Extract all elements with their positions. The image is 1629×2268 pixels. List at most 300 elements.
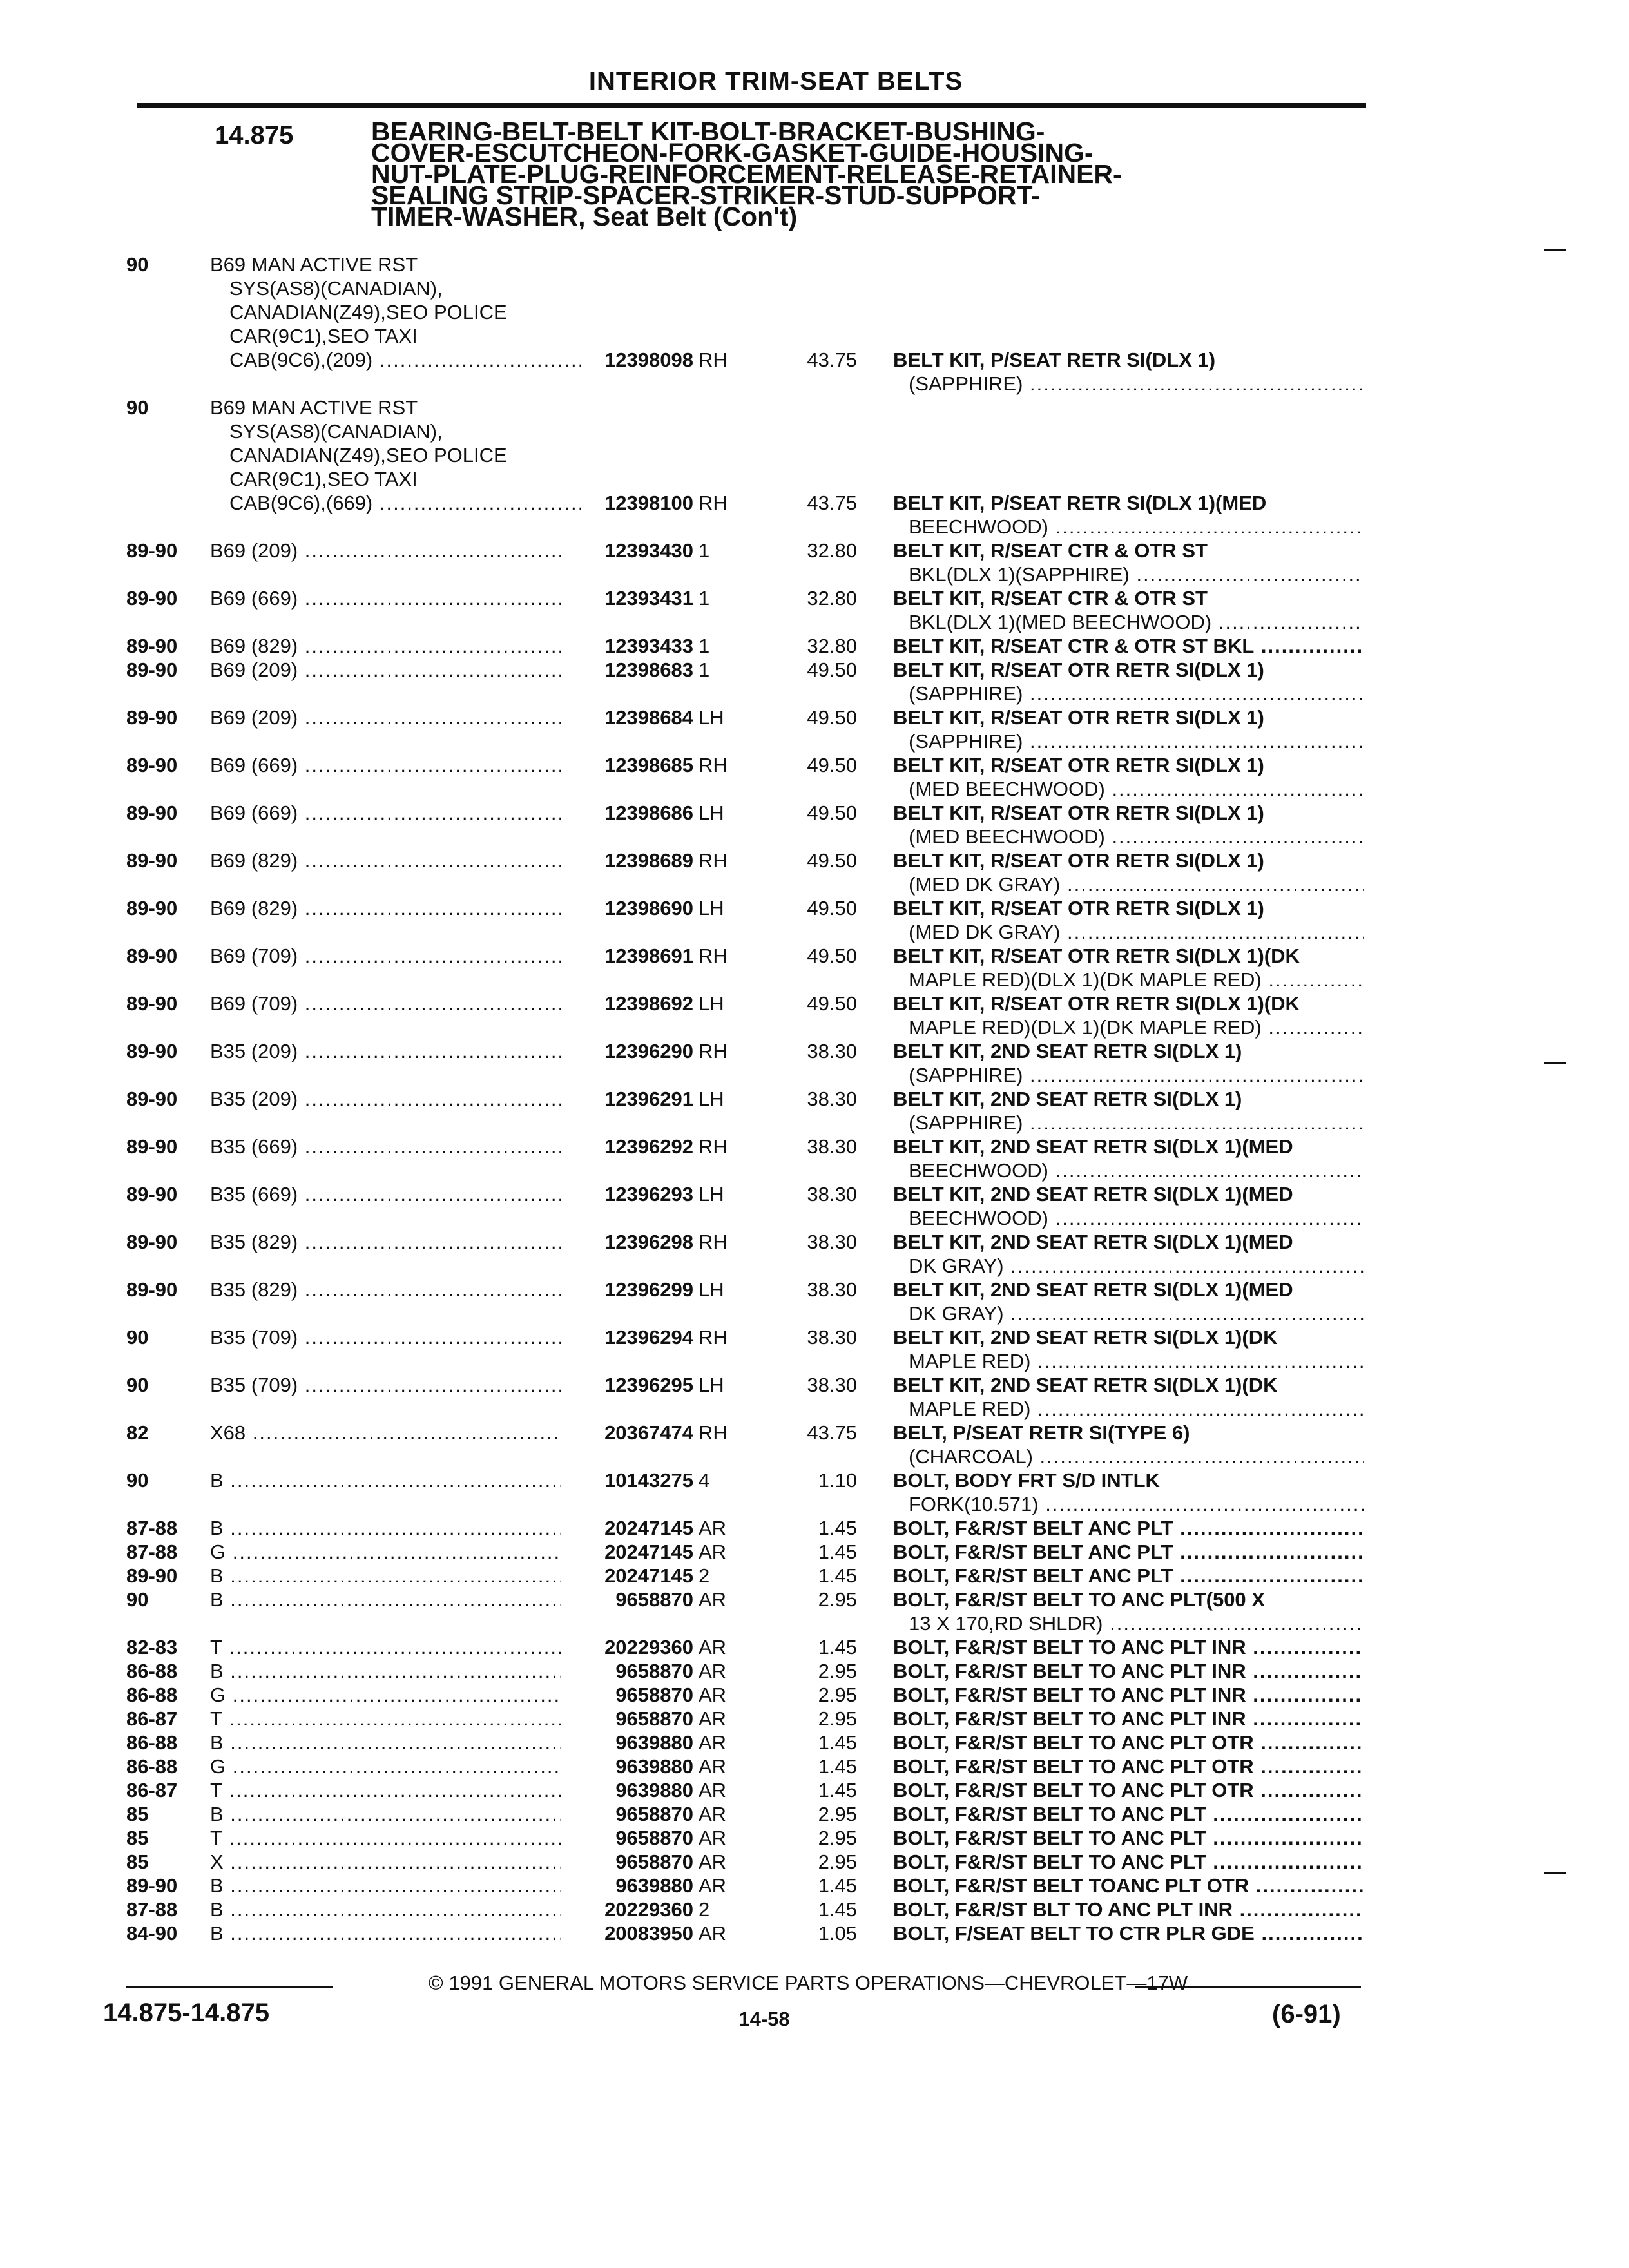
- model-code: [210, 1564, 561, 1588]
- description-text: BOLT, F&R/ST BELT TO ANC PLT .....: [893, 1803, 1364, 1825]
- model-code-text: B .....: [210, 1874, 561, 1897]
- model-year: [126, 1373, 148, 1397]
- model-code-text: B .....: [210, 1731, 561, 1754]
- price-text: 38.30: [807, 1326, 857, 1349]
- footer-rule-right: [1135, 1986, 1361, 1988]
- model-year-text: 89-90: [126, 1564, 178, 1587]
- price-text: 43.75: [807, 349, 857, 371]
- description-text: BOLT, F&R/ST BELT TO ANC PLT INR .....: [893, 1707, 1364, 1730]
- price: [773, 1754, 857, 1778]
- model-year-text: 86-88: [126, 1731, 178, 1754]
- part-row: [0, 1516, 1629, 1540]
- part-row: [0, 1039, 1629, 1063]
- model-code-text: T .....: [210, 1827, 561, 1849]
- model-code-text: B35 (669) .....: [210, 1135, 561, 1158]
- description: [893, 1540, 1364, 1564]
- model-code-text: X68 .....: [210, 1421, 561, 1444]
- description: [893, 1707, 1364, 1731]
- price: [773, 1921, 857, 1945]
- part-number-text: 10143275: [604, 1469, 693, 1492]
- price-text: 49.50: [807, 897, 857, 919]
- price: [773, 586, 857, 610]
- price-text: 32.80: [807, 635, 857, 657]
- model-year-text: 84-90: [126, 1922, 178, 1945]
- model-code: [210, 539, 561, 562]
- model-year-text: 90: [126, 253, 149, 276]
- part-row: [0, 1278, 1629, 1302]
- model-code-text: CANADIAN(Z49),SEO POLICE: [229, 444, 507, 466]
- model-code-text: B35 (829) .....: [210, 1278, 561, 1301]
- part-number: [558, 1778, 693, 1802]
- model-year-text: 89-90: [126, 897, 178, 919]
- model-year-text: 89-90: [126, 849, 178, 872]
- description-text: BELT KIT, R/SEAT OTR RETR SI(DLX 1): [893, 897, 1264, 919]
- price: [773, 1850, 857, 1874]
- quantity: [699, 1421, 737, 1445]
- description-continued-text: (SAPPHIRE) .....: [909, 1111, 1364, 1134]
- model-code-text: B69 MAN ACTIVE RST: [210, 396, 418, 419]
- price-text: 2.95: [818, 1684, 857, 1706]
- model-year-text: 86-88: [126, 1755, 178, 1778]
- description: [893, 1778, 1364, 1802]
- model-code: [229, 300, 581, 324]
- model-year-text: 89-90: [126, 1278, 178, 1301]
- model-code: [210, 1850, 561, 1874]
- description: [893, 1802, 1364, 1826]
- price: [773, 1135, 857, 1158]
- part-number-text: 12398692: [604, 992, 693, 1015]
- model-year: [126, 896, 177, 920]
- price-text: 1.45: [818, 1541, 857, 1563]
- price: [773, 753, 857, 777]
- model-year: [126, 1468, 148, 1492]
- quantity-text: AR: [699, 1827, 727, 1849]
- model-code-text: B69 (209) .....: [210, 539, 561, 562]
- model-code-text: SYS(AS8)(CANADIAN),: [229, 277, 443, 300]
- part-row: [0, 801, 1629, 825]
- description: [893, 1754, 1364, 1778]
- price: [773, 1325, 857, 1349]
- model-code-text: B69 (709) .....: [210, 945, 561, 967]
- model-code-text: T .....: [210, 1636, 561, 1658]
- description: [893, 1921, 1364, 1945]
- model-code: [210, 1421, 561, 1445]
- part-number-text: 9658870: [615, 1588, 693, 1611]
- description-text: BOLT, F&R/ST BLT TO ANC PLT INR .....: [893, 1898, 1364, 1921]
- model-year-text: 89-90: [126, 945, 178, 967]
- price: [773, 539, 857, 562]
- model-year-text: 82: [126, 1421, 149, 1444]
- price: [773, 849, 857, 872]
- part-number-text: 12398100: [604, 492, 693, 514]
- model-code: [210, 1325, 561, 1349]
- model-year: [126, 1850, 148, 1874]
- description-continued: [909, 1397, 1364, 1421]
- description: [893, 706, 1364, 729]
- part-number: [558, 1039, 693, 1063]
- model-code-text: B .....: [210, 1922, 561, 1945]
- model-code: [210, 1802, 561, 1826]
- model-code-text: B .....: [210, 1660, 561, 1682]
- model-year: [126, 658, 177, 682]
- description: [893, 1564, 1364, 1588]
- quantity-text: AR: [699, 1874, 727, 1897]
- part-number: [558, 634, 693, 658]
- description-text: BOLT, F&R/ST BELT TO ANC PLT(500 X: [893, 1588, 1265, 1611]
- quantity: [699, 1707, 737, 1731]
- model-code: [210, 1230, 561, 1254]
- part-number-text: 12396290: [604, 1040, 693, 1062]
- price-text: 2.95: [818, 1707, 857, 1730]
- model-code: [210, 849, 561, 872]
- price-text: 32.80: [807, 587, 857, 610]
- description-continued-text: BKL(DLX 1)(MED BEECHWOOD) .....: [909, 611, 1364, 633]
- model-code: [210, 1540, 561, 1564]
- quantity: [699, 348, 737, 372]
- description: [893, 586, 1364, 610]
- price-text: 1.45: [818, 1874, 857, 1897]
- price-text: 38.30: [807, 1374, 857, 1396]
- model-year: [126, 1683, 177, 1707]
- price: [773, 1659, 857, 1683]
- model-year: [126, 1182, 177, 1206]
- model-year-text: 86-88: [126, 1660, 178, 1682]
- description-continued-text: DK GRAY) .....: [909, 1302, 1364, 1325]
- model-code: [210, 396, 561, 419]
- quantity: [699, 539, 737, 562]
- model-code: [210, 706, 561, 729]
- quantity-text: LH: [699, 1183, 724, 1206]
- model-code-text: CAB(9C6),(209) .....: [229, 349, 581, 371]
- model-year-text: 90: [126, 1374, 149, 1396]
- part-number: [558, 896, 693, 920]
- description: [893, 539, 1364, 562]
- quantity-text: RH: [699, 349, 728, 371]
- model-year: [126, 634, 177, 658]
- top-rule: [137, 103, 1366, 108]
- quantity: [699, 896, 737, 920]
- quantity: [699, 1325, 737, 1349]
- quantity-text: AR: [699, 1850, 727, 1873]
- description-continued: [909, 562, 1364, 586]
- part-row: [0, 1135, 1629, 1158]
- quantity-text: AR: [699, 1660, 727, 1682]
- part-number-text: 12396292: [604, 1135, 693, 1158]
- part-number: [558, 1325, 693, 1349]
- quantity: [699, 1850, 737, 1874]
- group-range: 14.875-14.875: [103, 1999, 270, 2027]
- description-continued-text: BKL(DLX 1)(SAPPHIRE) .....: [909, 563, 1364, 586]
- price: [773, 1898, 857, 1921]
- quantity-text: AR: [699, 1541, 727, 1563]
- part-row: [0, 1659, 1629, 1683]
- price-text: 49.50: [807, 658, 857, 681]
- part-number: [558, 1850, 693, 1874]
- description: [893, 944, 1364, 968]
- model-year: [126, 253, 148, 276]
- price-text: 32.80: [807, 539, 857, 562]
- quantity: [699, 1588, 737, 1611]
- part-number-text: 12398689: [604, 849, 693, 872]
- model-year-text: 89-90: [126, 587, 178, 610]
- part-number: [558, 1373, 693, 1397]
- model-code-text: B35 (709) .....: [210, 1326, 561, 1349]
- model-year-text: 89-90: [126, 754, 178, 776]
- price: [773, 1230, 857, 1254]
- price-text: 1.45: [818, 1731, 857, 1754]
- model-code-text: B69 (829) .....: [210, 897, 561, 919]
- part-number: [558, 992, 693, 1015]
- quantity-text: AR: [699, 1731, 727, 1754]
- model-code-text: B35 (209) .....: [210, 1040, 561, 1062]
- model-year-text: 89-90: [126, 802, 178, 824]
- description-text: BOLT, F&R/ST BELT TO ANC PLT INR .....: [893, 1636, 1364, 1658]
- description: [893, 1731, 1364, 1754]
- model-code: [210, 634, 561, 658]
- description-continued-text: MAPLE RED) .....: [909, 1398, 1364, 1420]
- part-number-text: 20229360: [604, 1898, 693, 1921]
- part-number-text: 12398691: [604, 945, 693, 967]
- description-text: BOLT, F&R/ST BELT ANC PLT .....: [893, 1564, 1364, 1587]
- description-continued: [909, 515, 1364, 539]
- description: [893, 1230, 1364, 1254]
- description-continued: [909, 825, 1364, 849]
- description-continued: [909, 968, 1364, 992]
- quantity-text: AR: [699, 1803, 727, 1825]
- part-row: [0, 1802, 1629, 1826]
- description: [893, 849, 1364, 872]
- description: [893, 1874, 1364, 1898]
- model-code-text: T .....: [210, 1707, 561, 1730]
- part-number: [558, 1135, 693, 1158]
- part-number: [558, 1087, 693, 1111]
- quantity-text: RH: [699, 1135, 728, 1158]
- part-number: [558, 1874, 693, 1898]
- quantity-text: AR: [699, 1755, 727, 1778]
- model-year-text: 82-83: [126, 1636, 178, 1658]
- model-code-text: B69 (829) .....: [210, 849, 561, 872]
- description: [893, 1516, 1364, 1540]
- model-code-text: B35 (669) .....: [210, 1183, 561, 1206]
- price-text: 1.45: [818, 1517, 857, 1539]
- model-code: [210, 1707, 561, 1731]
- part-number-text: 12393433: [604, 635, 693, 657]
- part-row: [0, 1182, 1629, 1206]
- description-continued-text: DK GRAY) .....: [909, 1254, 1364, 1277]
- quantity-text: AR: [699, 1684, 727, 1706]
- model-code-text: B .....: [210, 1517, 561, 1539]
- price: [773, 1421, 857, 1445]
- model-code-text: B .....: [210, 1898, 561, 1921]
- model-code: [229, 491, 581, 515]
- part-number-text: 20367474: [604, 1421, 693, 1444]
- model-code: [210, 1898, 561, 1921]
- description: [893, 1039, 1364, 1063]
- part-row: [0, 1373, 1629, 1397]
- description: [893, 1135, 1364, 1158]
- part-row: [0, 1349, 1629, 1373]
- quantity-text: 1: [699, 658, 710, 681]
- part-number: [558, 1659, 693, 1683]
- price: [773, 1468, 857, 1492]
- model-year: [126, 706, 177, 729]
- model-code: [210, 1468, 561, 1492]
- description-continued: [909, 1302, 1364, 1325]
- model-code-text: B69 (829) .....: [210, 635, 561, 657]
- model-code-text: CANADIAN(Z49),SEO POLICE: [229, 301, 507, 323]
- model-year-text: 89-90: [126, 1088, 178, 1110]
- part-number: [558, 1564, 693, 1588]
- part-row: [0, 1087, 1629, 1111]
- model-year-text: 89-90: [126, 1135, 178, 1158]
- quantity-text: 2: [699, 1898, 710, 1921]
- description-text: BOLT, F&R/ST BELT TO ANC PLT .....: [893, 1827, 1364, 1849]
- model-code: [229, 419, 581, 443]
- model-year: [126, 1278, 177, 1302]
- quantity: [699, 1898, 737, 1921]
- price-text: 38.30: [807, 1040, 857, 1062]
- description: [893, 753, 1364, 777]
- quantity-text: AR: [699, 1636, 727, 1658]
- model-year: [126, 1921, 177, 1945]
- quantity-text: AR: [699, 1922, 727, 1945]
- quantity-text: 1: [699, 587, 710, 610]
- price-text: 1.45: [818, 1636, 857, 1658]
- price-text: 49.50: [807, 849, 857, 872]
- quantity: [699, 706, 737, 729]
- part-number: [558, 586, 693, 610]
- part-row: [0, 300, 1629, 324]
- quantity: [699, 586, 737, 610]
- model-code: [210, 1826, 561, 1850]
- description-text: BOLT, F&R/ST BELT TO ANC PLT OTR .....: [893, 1755, 1364, 1778]
- description-text: BELT KIT, R/SEAT CTR & OTR ST BKL .....: [893, 635, 1364, 657]
- part-row: [0, 610, 1629, 634]
- price: [773, 1802, 857, 1826]
- model-year: [126, 396, 148, 419]
- model-year: [126, 586, 177, 610]
- model-year: [126, 944, 177, 968]
- part-number: [558, 1468, 693, 1492]
- part-row: [0, 1445, 1629, 1468]
- description-text: BOLT, F&R/ST BELT TO ANC PLT INR .....: [893, 1684, 1364, 1706]
- model-code-text: CAB(9C6),(669) .....: [229, 492, 581, 514]
- group-heading-line: BEARING-BELT-BELT KIT-BOLT-BRACKET-BUSHING-: [371, 117, 1045, 146]
- part-number-text: 9639880: [615, 1755, 693, 1778]
- part-row: [0, 1707, 1629, 1731]
- model-year-text: 86-87: [126, 1707, 178, 1730]
- description: [893, 801, 1364, 825]
- part-row: [0, 729, 1629, 753]
- quantity-text: RH: [699, 1326, 728, 1349]
- quantity-text: AR: [699, 1517, 727, 1539]
- part-row: [0, 634, 1629, 658]
- description: [893, 1898, 1364, 1921]
- description-continued: [909, 1492, 1364, 1516]
- description-text: BOLT, F&R/ST BELT TO ANC PLT OTR .....: [893, 1731, 1364, 1754]
- price-text: 49.50: [807, 706, 857, 729]
- part-row: [0, 1468, 1629, 1492]
- model-code: [210, 1754, 561, 1778]
- model-code: [210, 1039, 561, 1063]
- part-number: [558, 1182, 693, 1206]
- part-row: [0, 1826, 1629, 1850]
- quantity: [699, 1659, 737, 1683]
- part-row: [0, 1015, 1629, 1039]
- part-number: [558, 1921, 693, 1945]
- group-heading-line: NUT-PLATE-PLUG-REINFORCEMENT-RELEASE-RETAINER-: [371, 159, 1122, 189]
- description: [893, 491, 1364, 515]
- part-row: [0, 1731, 1629, 1754]
- model-code: [210, 801, 561, 825]
- price-text: 43.75: [807, 492, 857, 514]
- description-continued-text: (SAPPHIRE) .....: [909, 730, 1364, 753]
- part-row: [0, 491, 1629, 515]
- part-number-text: 9658870: [615, 1707, 693, 1730]
- part-number-text: 12396293: [604, 1183, 693, 1206]
- part-number: [558, 1421, 693, 1445]
- model-code: [210, 1135, 561, 1158]
- description-text: BELT KIT, 2ND SEAT RETR SI(DLX 1)(MED: [893, 1278, 1293, 1301]
- description: [893, 1683, 1364, 1707]
- part-row: [0, 276, 1629, 300]
- quantity-text: LH: [699, 1278, 724, 1301]
- price: [773, 1516, 857, 1540]
- model-year: [126, 1039, 177, 1063]
- part-number-text: 12396291: [604, 1088, 693, 1110]
- part-number-text: 20247145: [604, 1564, 693, 1587]
- part-number: [558, 348, 693, 372]
- description-continued: [909, 1158, 1364, 1182]
- part-row: [0, 467, 1629, 491]
- part-number-text: 20229360: [604, 1636, 693, 1658]
- quantity: [699, 658, 737, 682]
- description: [893, 1588, 1364, 1611]
- description-continued: [909, 872, 1364, 896]
- part-number-text: 12396299: [604, 1278, 693, 1301]
- quantity: [699, 1230, 737, 1254]
- part-number: [558, 491, 693, 515]
- quantity: [699, 634, 737, 658]
- part-number: [558, 1540, 693, 1564]
- part-number-text: 12398683: [604, 658, 693, 681]
- quantity: [699, 1802, 737, 1826]
- part-number-text: 9658870: [615, 1803, 693, 1825]
- price: [773, 1564, 857, 1588]
- quantity: [699, 1564, 737, 1588]
- quantity: [699, 1087, 737, 1111]
- model-year: [126, 1898, 177, 1921]
- part-number: [558, 539, 693, 562]
- price: [773, 1087, 857, 1111]
- quantity: [699, 1373, 737, 1397]
- part-row: [0, 968, 1629, 992]
- part-number: [558, 753, 693, 777]
- quantity-text: AR: [699, 1588, 727, 1611]
- model-code-text: SYS(AS8)(CANADIAN),: [229, 420, 443, 443]
- model-year: [126, 1659, 177, 1683]
- quantity-text: 4: [699, 1469, 710, 1492]
- model-year-text: 89-90: [126, 635, 178, 657]
- description-continued: [909, 1063, 1364, 1087]
- model-year-text: 86-88: [126, 1684, 178, 1706]
- description-text: BELT KIT, R/SEAT OTR RETR SI(DLX 1): [893, 754, 1264, 776]
- description-continued-text: MAPLE RED)(DLX 1)(DK MAPLE RED) .....: [909, 1016, 1364, 1039]
- part-number: [558, 1826, 693, 1850]
- part-row: [0, 658, 1629, 682]
- model-code: [210, 1087, 561, 1111]
- description-text: BELT KIT, R/SEAT CTR & OTR ST: [893, 539, 1208, 562]
